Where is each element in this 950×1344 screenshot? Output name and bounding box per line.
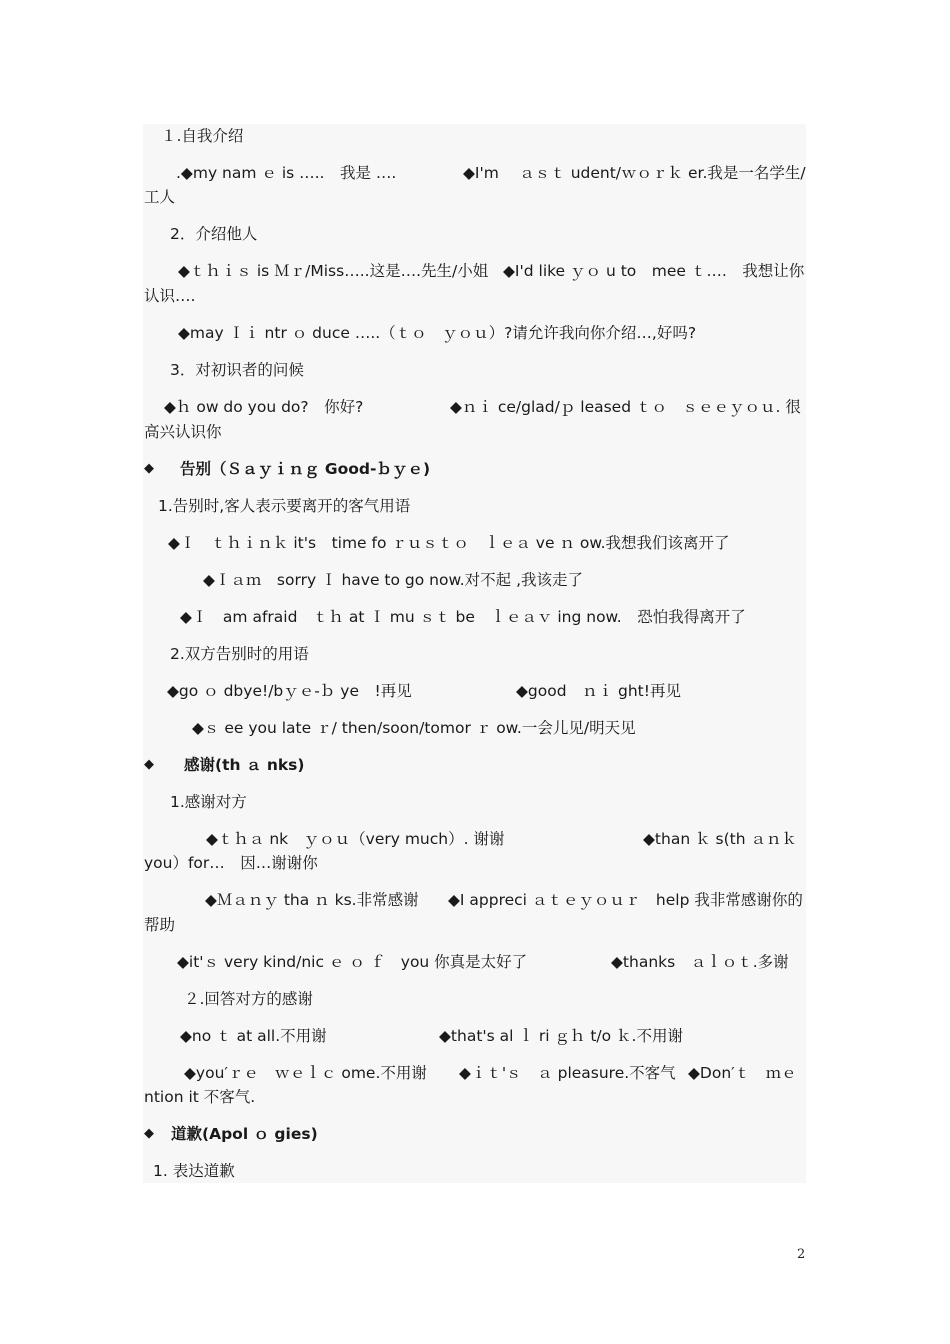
page-number: 2 — [797, 1247, 806, 1262]
section-bullet-icon: ◆ — [144, 1126, 154, 1141]
phrase-not-at-all: ◆no ｔ at all.不用谢 — [180, 1027, 327, 1045]
phrase-this-is: ◆ｔｈｉｓ is Ｍｒ/Miss…..这是….先生/小姐 — [178, 262, 489, 280]
phrase-nice-to-see-you: ◆ｎｉ ce/glad/ｐ leased ｔｏ ｓｅｅｙｏｕ. 很 — [450, 398, 801, 416]
section-heading-greeting: 3．对初识者的问候 — [170, 361, 304, 379]
phrase-may-i-introduce: ◆may Ｉｉ ntr ｏ duce …..（ｔｏ ｙｏｕ）?请允许我向你介绍…,好吗? — [178, 324, 697, 342]
section-bullet-icon: ◆ — [144, 461, 154, 476]
phrase-continuation: you）for… 因…谢谢你 — [144, 854, 318, 872]
phrase-very-kind: ◆it'ｓ very kind/nic ｅ ｏ ｆ you 你真是太好了 — [177, 953, 528, 971]
phrase-continuation: 认识…. — [144, 287, 196, 305]
phrase-thanks-a-lot: ◆thanks ａｌｏｔ.多谢 — [611, 953, 789, 971]
phrase-see-you-later: ◆ｓ ee you late ｒ/ then/soon/tomor ｒ ow.一会儿见/明天见 — [192, 719, 636, 737]
phrase-my-name: .◆my nam ｅ is ….. 我是 …. — [176, 164, 459, 182]
phrase-time-to-leave: ◆Ｉ ｔｈｉｎｋ it's time fo ｒｕｓｔｏ ｌｅａ ve ｎ ow.我想我们该离开了 — [168, 534, 730, 552]
phrase-many-thanks: ◆Ｍａｎｙ tha ｎ ks.非常感谢 — [205, 891, 419, 909]
phrase-continuation: ntion it 不客气. — [144, 1088, 256, 1106]
subheading-guest-leaving: 1.告别时,客人表示要离开的客气用语 — [158, 497, 411, 515]
phrase-thats-alright: ◆that's al ｌ ri ｇｈ t/o ｋ.不用谢 — [439, 1027, 683, 1045]
phrase-have-to-go: ◆Ｉａｍ sorry Ｉ have to go now.对不起 ,我该走了 — [203, 571, 584, 589]
phrase-its-a-pleasure: ◆ｉｔ'ｓ ａ pleasure.不客气 — [459, 1064, 676, 1082]
phrase-youre-welcome: ◆you′ｒｅ ｗｅｌｃ ome.不用谢 — [184, 1064, 427, 1082]
subheading-reply-thanks: ２.回答对方的感谢 — [184, 990, 313, 1008]
section-title-thanks: 感谢(th ａ nks) — [184, 756, 305, 774]
phrase-goodbye: ◆go ｏ dbye!/bｙｅ-ｂ ye !再见 — [167, 682, 412, 700]
phrase-thank-you-very-much: ◆ｔｈａ nk ｙｏｕ（very much）. 谢谢 — [206, 830, 505, 848]
section-title-apologies: 道歉(Apol ｏ gies) — [171, 1125, 318, 1143]
phrase-appreciate-help: ◆I appreci ａｔｅｙｏｕｒ help 我非常感谢你的 — [448, 891, 803, 909]
phrase-im-a-student: ◆I'm ａｓｔ udent/ｗｏｒｋ er.我是一名学生/ — [463, 164, 806, 182]
section-bullet-icon: ◆ — [144, 757, 154, 772]
section-heading-self-intro: １.自我介绍 — [161, 127, 244, 145]
subheading-both-parties: 2.双方告别时的用语 — [170, 645, 309, 663]
phrase-afraid-leaving: ◆Ｉ am afraid ｔｈ at Ｉ mu ｓｔ be ｌｅａｖ ing now. 恐怕我得离开了 — [180, 608, 746, 626]
subheading-express-apology: 1. 表达道歉 — [153, 1162, 235, 1180]
document-body — [143, 124, 806, 1183]
phrase-dont-mention: ◆Don′ｔ ｍｅ — [688, 1064, 797, 1082]
phrase-how-do-you-do: ◆ｈ ow do you do? 你好? — [164, 398, 364, 416]
section-heading-introduce-others: 2．介绍他人 — [170, 225, 258, 243]
phrase-continuation: 工人 — [144, 188, 176, 206]
subheading-thank-others: 1.感谢对方 — [170, 793, 247, 811]
phrase-continuation: 高兴认识你 — [144, 423, 222, 441]
phrase-good-night: ◆good ｎｉ ght!再见 — [516, 682, 681, 700]
phrase-thanks-for: ◆than ｋ s(th ａｎｋ — [643, 830, 797, 848]
phrase-id-like-you-to-meet: ◆I'd like ｙｏ u to mee ｔ…. 我想让你 — [503, 262, 805, 280]
section-title-saying-goodbye: 告别（Ｓａｙｉｎｇ Good-ｂｙｅ) — [180, 460, 431, 478]
phrase-continuation: 帮助 — [144, 916, 176, 934]
